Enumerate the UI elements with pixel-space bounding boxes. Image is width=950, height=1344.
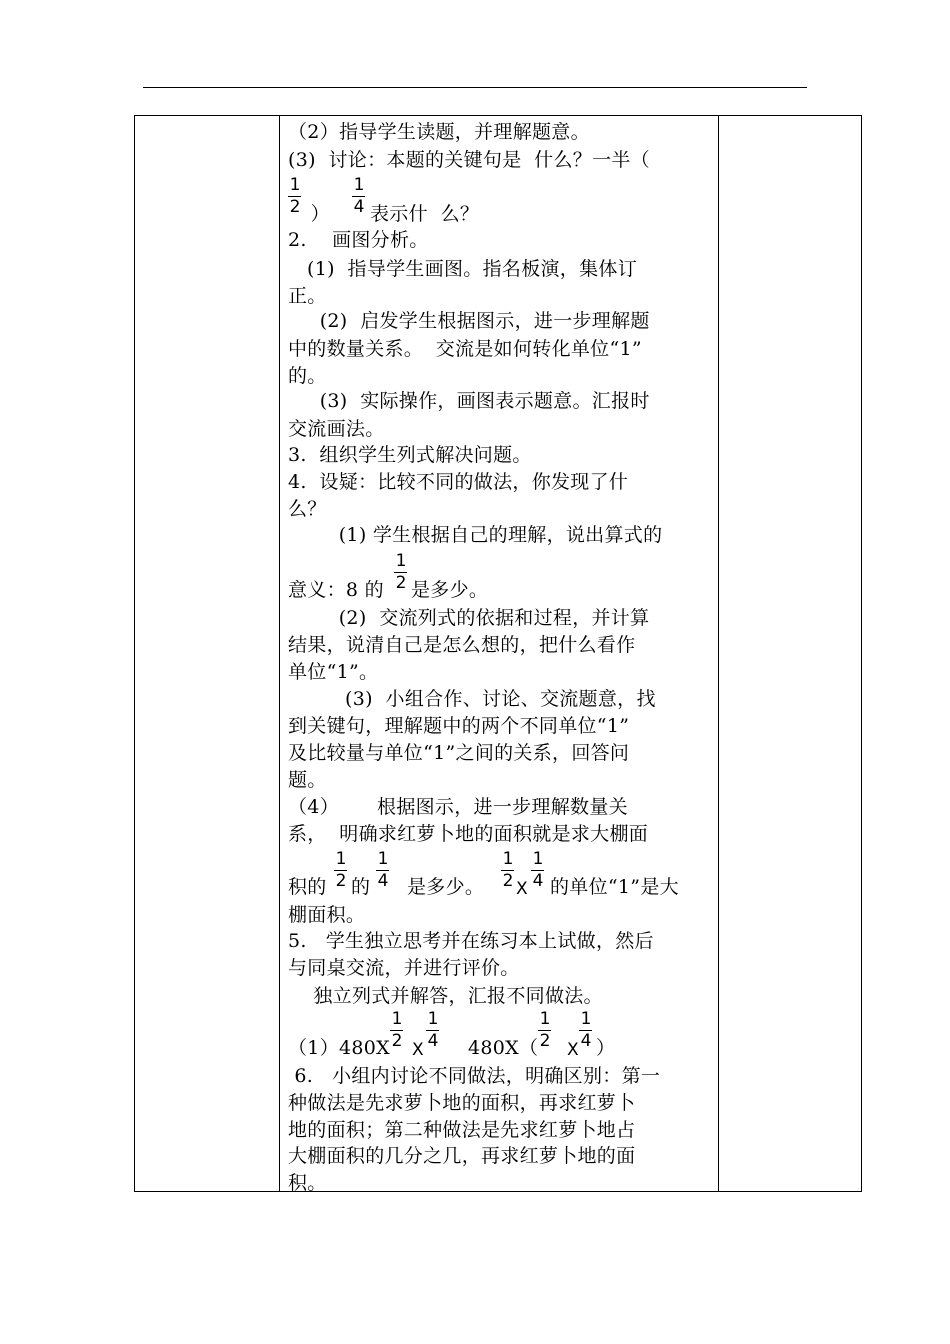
text-line: 意义：8 的 xyxy=(288,579,384,601)
text-line: 及比较量与单位“1”之间的关系，回答问 xyxy=(288,742,630,764)
column-divider-right xyxy=(718,116,719,1191)
text-line: ） xyxy=(596,1037,616,1059)
text-line: 到关键句，理解题中的两个不同单位“1” xyxy=(288,715,630,737)
text-line: 与同桌交流，并进行评价。 xyxy=(288,957,520,979)
text-line: （2）指导学生读题，并理解题意。 xyxy=(288,121,590,143)
text-line: 480X（ xyxy=(468,1037,539,1059)
text-line: 的。 xyxy=(288,365,327,387)
text-line: 地的面积；第二种做法是先求红萝卜地占 xyxy=(288,1119,636,1141)
text-line: X xyxy=(412,1040,424,1060)
text-line: 系， 明确求红萝卜地的面积就是求大棚面 xyxy=(288,823,649,845)
text-line: 表示什 么？ xyxy=(370,203,480,225)
text-line: ） xyxy=(298,203,330,225)
text-line: (3) 讨论：本题的关键句是 什么？一半（ xyxy=(288,149,650,171)
text-line: 的 xyxy=(351,876,371,898)
text-line: 是多少。 xyxy=(407,876,485,898)
text-line: 种做法是先求萝卜地的面积，再求红萝卜 xyxy=(288,1092,636,1114)
text-line: (1) 学生根据自己的理解，说出算式的 xyxy=(288,524,663,546)
text-line: (1) 指导学生画图。指名板演，集体订 xyxy=(288,258,638,280)
text-line: (3) 实际操作，画图表示题意。汇报时 xyxy=(288,390,650,412)
text-line: 2. 画图分析。 xyxy=(288,229,429,251)
text-line: (2) 启发学生根据图示，进一步理解题 xyxy=(288,310,650,332)
text-line: 5. 学生独立思考并在练习本上试做，然后 xyxy=(288,930,654,952)
text-line: 么？ xyxy=(288,498,327,520)
text-line: 题。 xyxy=(288,769,327,791)
text-line: 交流画法。 xyxy=(288,418,385,440)
text-line: 积的 xyxy=(288,876,327,898)
text-line: （1）480X xyxy=(288,1037,390,1059)
text-line: 结果，说清自己是怎么想的，把什么看作 xyxy=(288,634,636,656)
text-line: X xyxy=(567,1040,579,1060)
text-line: 3. 组织学生列式解决问题。 xyxy=(288,444,532,466)
text-line: 是多少。 xyxy=(411,579,489,601)
text-line: 棚面积。 xyxy=(288,904,366,926)
column-divider-left xyxy=(279,116,280,1191)
text-line: (3) 小组合作、讨论、交流题意，找 xyxy=(288,688,656,710)
text-line: 积。 xyxy=(288,1172,327,1194)
text-line: 中的数量关系。 交流是如何转化单位“1” xyxy=(288,338,642,360)
text-line: 6. 小组内讨论不同做法，明确区别：第一 xyxy=(288,1065,661,1087)
text-line: 的单位“1”是大 xyxy=(550,876,679,898)
text-line: (2) 交流列式的依据和过程，并计算 xyxy=(288,607,650,629)
text-line: X xyxy=(516,879,528,899)
text-line: 大棚面积的几分之几，再求红萝卜地的面 xyxy=(288,1145,636,1167)
text-line: 4. 设疑：比较不同的做法，你发现了什 xyxy=(288,471,629,493)
header-rule xyxy=(143,87,807,88)
text-line: 独立列式并解答，汇报不同做法。 xyxy=(288,985,603,1007)
text-line: （4） 根据图示，进一步理解数量关 xyxy=(288,796,628,818)
text-line: 单位“1”。 xyxy=(288,661,379,683)
text-line: 正。 xyxy=(288,285,327,307)
